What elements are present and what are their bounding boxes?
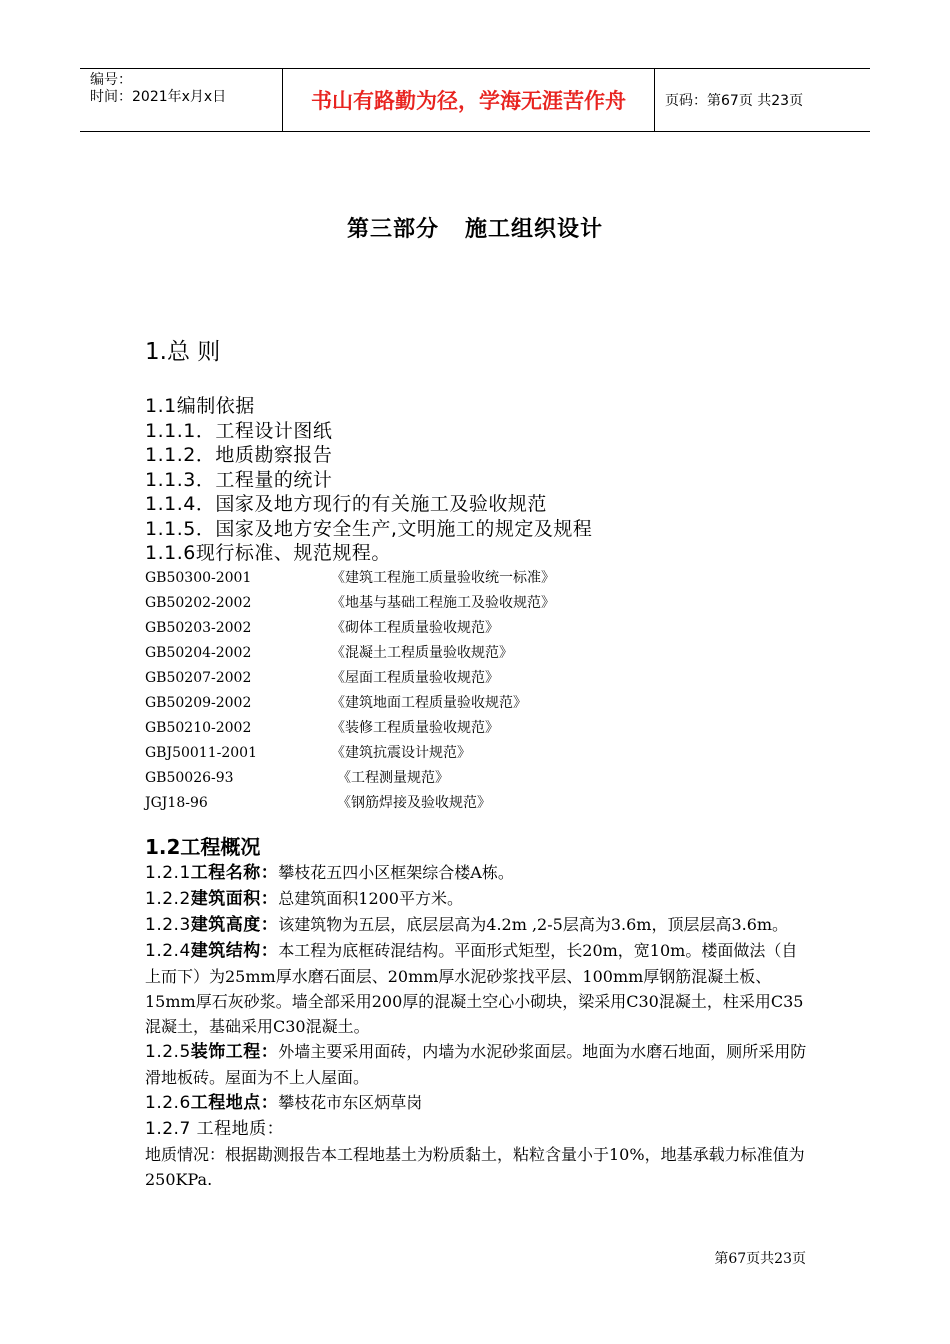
overview-item-label: 建筑结构： xyxy=(190,940,279,961)
overview-item-number: 1.2.5 xyxy=(145,1041,191,1062)
overview-item-number: 1.2.3 xyxy=(145,914,191,935)
overview-item-text: 本工程为底框砖混结构。平面形式矩型，长20m，宽10m。楼面做法（自上而下）为25mm厚水磨石面层、20mm厚水泥砂浆找平层、100mm厚钢筋混凝土板、15mm厚石灰砂浆。墙全部采用200厚的混凝土空心小砌块，梁采用C30混凝土，柱采用C35混凝土，基础采用C30混凝土。 xyxy=(145,940,804,1036)
basis-item: 1.1.1．工程设计图纸 xyxy=(145,419,333,442)
standard-row xyxy=(145,616,810,641)
overview-item-number: 1.2.4 xyxy=(145,940,191,961)
standard-name: 《工程测量规范》 xyxy=(337,769,449,786)
standard-code: GBJ50011-2001 xyxy=(145,744,257,761)
document-number-label: 编号： xyxy=(90,72,132,88)
standard-name: 《钢筋焊接及验收规范》 xyxy=(337,794,491,811)
standard-code: GB50300-2001 xyxy=(145,569,252,586)
section-heading-overview: 1.2工程概况 xyxy=(145,834,261,859)
overview-item xyxy=(145,1090,810,1116)
standard-name: 《建筑抗震设计规范》 xyxy=(331,744,471,761)
standard-code: GB50209-2002 xyxy=(145,694,252,711)
header-motto: 书山有路勤为径，学海无涯苦作舟 xyxy=(282,69,655,131)
standard-code: GB50204-2002 xyxy=(145,644,252,661)
standard-name: 《屋面工程质量验收规范》 xyxy=(331,669,499,686)
overview-item-text: 外墙主要采用面砖，内墙为水泥砂浆面层。地面为水磨石地面，厕所采用防滑地板砖。屋面为不上人屋面。 xyxy=(145,1041,807,1087)
overview-item-label: 建筑面积： xyxy=(190,888,279,909)
overview-item-label: 工程地质： xyxy=(190,1118,285,1139)
overview-item-label: 装饰工程： xyxy=(190,1041,279,1062)
standard-row xyxy=(145,691,810,716)
basis-item: 1.1.3．工程量的统计 xyxy=(145,468,333,491)
standard-name: 《建筑地面工程质量验收规范》 xyxy=(331,694,527,711)
page-header xyxy=(80,68,870,132)
overview-item-number: 1.2.6 xyxy=(145,1092,191,1113)
basis-item: 1.1.2．地质勘察报告 xyxy=(145,444,333,466)
standard-row xyxy=(145,766,810,791)
overview-item xyxy=(145,886,810,912)
standard-code: GB50202-2002 xyxy=(145,594,252,611)
overview-item-number: 1.2.2 xyxy=(145,888,191,909)
standard-name: 《地基与基础工程施工及验收规范》 xyxy=(331,594,555,611)
standard-name: 《砌体工程质量验收规范》 xyxy=(331,619,499,636)
overview-item-label: 建筑高度： xyxy=(190,914,279,935)
overview-item-label: 工程名称： xyxy=(190,862,279,883)
section-heading-general: 1.总 则 xyxy=(145,339,221,365)
standard-code: GB50203-2002 xyxy=(145,619,252,636)
standard-row xyxy=(145,566,810,591)
overview-item-text: 总建筑面积1200平方米。 xyxy=(278,888,463,908)
basis-item: 1.1.6现行标准、规范规程。 xyxy=(145,542,391,564)
standard-code: GB50210-2002 xyxy=(145,719,252,736)
overview-item xyxy=(145,912,810,938)
basis-item: 1.1.4．国家及地方现行的有关施工及验收规范 xyxy=(145,493,547,515)
standard-name: 《混凝土工程质量验收规范》 xyxy=(331,644,513,661)
standard-row xyxy=(145,791,810,816)
overview-item xyxy=(145,860,810,886)
standards-list xyxy=(145,566,810,816)
header-meta xyxy=(80,69,282,131)
standard-row xyxy=(145,591,810,616)
overview-item xyxy=(145,1039,810,1090)
overview-item-text: 攀枝花五四小区框架综合楼A栋。 xyxy=(278,862,514,882)
overview-item-label: 工程地点： xyxy=(190,1092,279,1113)
standard-row xyxy=(145,716,810,741)
basis-item: 1.1.5．国家及地方安全生产,文明施工的规定及规程 xyxy=(145,517,593,540)
overview-item xyxy=(145,1116,810,1142)
overview-item-number: 1.2.7 xyxy=(145,1118,191,1139)
header-page-number: 页码：第67页 共23页 xyxy=(665,93,804,109)
overview-item xyxy=(145,938,810,1039)
standard-name: 《建筑工程施工质量验收统一标准》 xyxy=(331,569,555,586)
page-footer: 第67页共23页 xyxy=(714,1251,806,1267)
standard-code: JGJ18-96 xyxy=(145,794,208,811)
standard-code: GB50207-2002 xyxy=(145,669,252,686)
overview-item-text: 该建筑物为五层，底层层高为4.2m ,2-5层高为3.6m，顶层层高3.6m。 xyxy=(278,914,789,934)
document-body xyxy=(145,394,810,1192)
standard-row xyxy=(145,666,810,691)
standard-row xyxy=(145,641,810,666)
standard-name: 《装修工程质量验收规范》 xyxy=(331,719,499,736)
subsection-heading-basis: 1.1编制依据 xyxy=(145,395,255,417)
standard-row xyxy=(145,741,810,766)
geology-text: 地质情况：根据勘测报告本工程地基土为粉质黏土，粘粒含量小于10%，地基承载力标准值为250KPa. xyxy=(145,1144,805,1189)
part-label: 第三部分 xyxy=(346,217,439,242)
part-name: 施工组织设计 xyxy=(465,217,604,242)
document-date: 时间：2021年x月x日 xyxy=(90,89,227,105)
overview-item-text: 攀枝花市东区炳草岗 xyxy=(278,1092,423,1112)
standard-code: GB50026-93 xyxy=(145,769,234,786)
part-title xyxy=(0,212,950,243)
overview-item-number: 1.2.1 xyxy=(145,862,191,883)
